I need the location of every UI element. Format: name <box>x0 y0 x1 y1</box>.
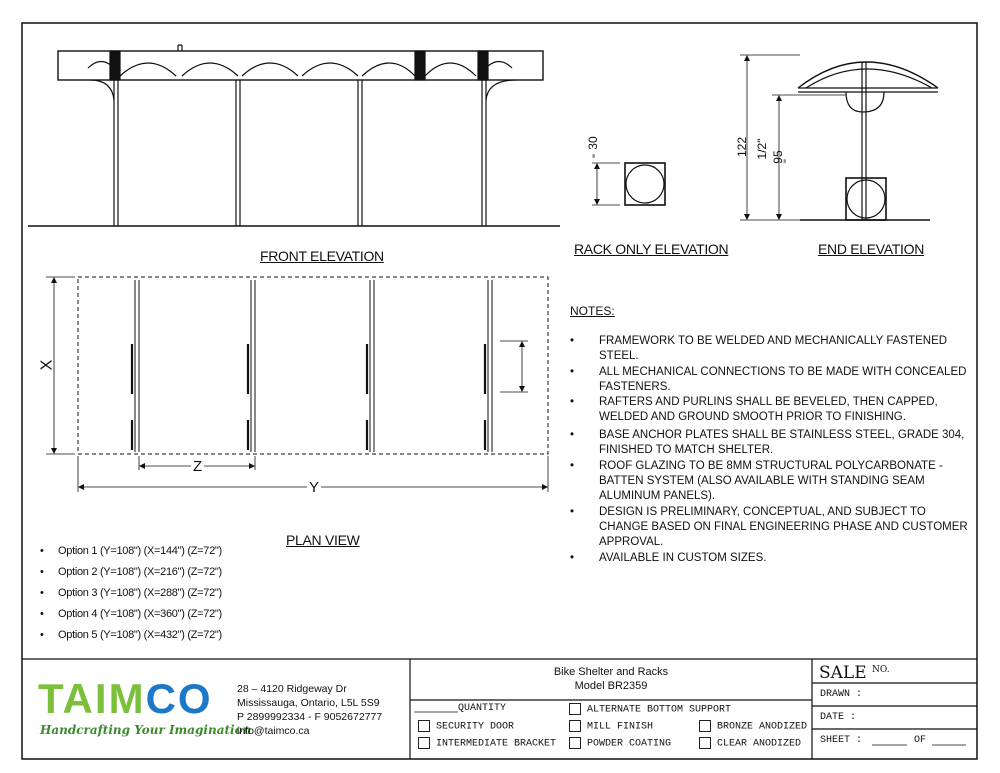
email-address[interactable]: info@taimco.ca <box>237 725 310 737</box>
address-line-2: Mississauga, Ontario, L5L 5S9 <box>237 697 380 709</box>
rack-only-elevation-title: RACK ONLY ELEVATION <box>574 241 729 257</box>
checkbox-box[interactable] <box>418 737 430 749</box>
company-tagline: Handcrafting Your Imagination <box>40 723 252 737</box>
rack-only-elevation-drawing <box>592 163 665 205</box>
sale-no-label: NO. <box>872 665 890 675</box>
drawn-label: DRAWN : <box>820 689 863 700</box>
end-elevation-title: END ELEVATION <box>818 241 925 257</box>
checkbox-box[interactable] <box>699 737 711 749</box>
sale-label: SALE <box>819 663 867 683</box>
checkbox-bronze-anodized[interactable]: BRONZE ANODIZED <box>699 720 807 733</box>
quantity-label: QUANTITY <box>458 703 507 714</box>
end-elevation-drawing <box>740 55 938 220</box>
checkbox-box[interactable] <box>569 703 581 715</box>
drawing-sheet: FRONT ELEVATION RACK ONLY ELEVATION END ELEVATION PLAN VIEW 30 " 122 1/2" 95 " X Z Y • Option 1 (Y=108") (X=144") (Z=72") • Option 2 (Y=108") (X=216") (Z=72") • Option 3 (Y=108") (X=288") (Z=72") • Option 4 (Y=108") (X=360") (Z=72") • Option 5 (Y=108") (X=432") (Z=72") NOTES: • FRAMEWORK TO BE WELDED AND MECHANICALLY FASTENED STEEL. • ALL MECHANICAL CONNECTIONS TO BE MADE WITH CONCEALED FASTENERS. • RAFTERS AND PURLINS SHALL BE BEVELED, THEN CAPPED, WELDED AND GROUND SMOOTH PRIOR TO FINISHING. • BASE ANCHOR PLATES SHALL BE STAINLESS STEEL, GRADE 304, FINISHED TO MATCH SHELTER. • ROOF GLAZING TO BE 8MM STRUCTURAL POLYCARBONATE - BATTEN SYSTEM (ALSO AVAILABLE WITH STANDING SEAM ALUMINUM PANELS). • DESIGN IS PRELIMINARY, CONCEPTUAL, AND SUBJECT TO CHANGE BASED ON FINAL ENGINEERING PHASE AND CUSTOMER APPROVAL. • AVAILABLE IN CUSTOM SIZES. TAIMCO Handcrafting Your Imagination 28 – 4120 Ridgeway Dr Mississauga, Ontario, L5L 5S9 P 2899992334 - F 9052672777 info@taimco.ca Bike Shelter and Racks Model BR2359 QUANTITY ALTERNATE BOTTOM SUPPORT SECURITY DOOR MILL FINISH BRONZE ANODIZED INTERMEDIATE BRACKET POWDER COATING CLEAR ANODIZED SALE NO. DRAWN : DATE : SHEET : OF <box>0 0 1000 773</box>
checkbox-intermediate-bracket[interactable]: INTERMEDIATE BRACKET <box>418 737 556 750</box>
checkbox-mill-finish[interactable]: MILL FINISH <box>569 720 653 733</box>
checkbox-alternate-bottom-support[interactable]: ALTERNATE BOTTOM SUPPORT <box>569 703 731 716</box>
checkbox-box[interactable] <box>699 720 711 732</box>
notes-heading: NOTES: <box>570 304 615 318</box>
end-post-height-dimension: 95 <box>771 150 785 164</box>
date-label: DATE : <box>820 712 857 723</box>
checkbox-box[interactable] <box>418 720 430 732</box>
rack-height-inch-mark: " <box>590 154 603 158</box>
company-logo <box>38 677 213 721</box>
checkbox-powder-coating[interactable]: POWDER COATING <box>569 737 671 750</box>
checkbox-security-door[interactable]: SECURITY DOOR <box>418 720 514 733</box>
plan-x-label: X <box>38 359 56 371</box>
address-line-1: 28 – 4120 Ridgeway Dr <box>237 683 347 695</box>
end-post-inch-mark: " <box>781 159 794 163</box>
plan-z-label: Z <box>193 458 203 475</box>
front-elevation-title: FRONT ELEVATION <box>260 248 384 264</box>
rack-height-dimension: 30 <box>586 136 600 150</box>
plan-view-title: PLAN VIEW <box>286 532 360 548</box>
product-model: Model BR2359 <box>574 680 648 692</box>
sheet-of-label: OF <box>914 735 927 746</box>
end-total-height-fraction: 1/2" <box>755 138 769 160</box>
checkbox-box[interactable] <box>569 737 581 749</box>
sheet-label: SHEET : <box>820 735 863 746</box>
end-total-height-dimension: 122 <box>735 136 749 158</box>
product-name: Bike Shelter and Racks <box>553 666 669 678</box>
plan-view-drawing <box>46 277 548 492</box>
front-elevation-drawing <box>28 45 560 226</box>
logo-wordmark: TAIMCO <box>38 675 213 722</box>
plan-y-label: Y <box>309 479 320 496</box>
checkbox-clear-anodized[interactable]: CLEAR ANODIZED <box>699 737 801 750</box>
checkbox-box[interactable] <box>569 720 581 732</box>
phone-fax: P 2899992334 - F 9052672777 <box>237 711 383 723</box>
